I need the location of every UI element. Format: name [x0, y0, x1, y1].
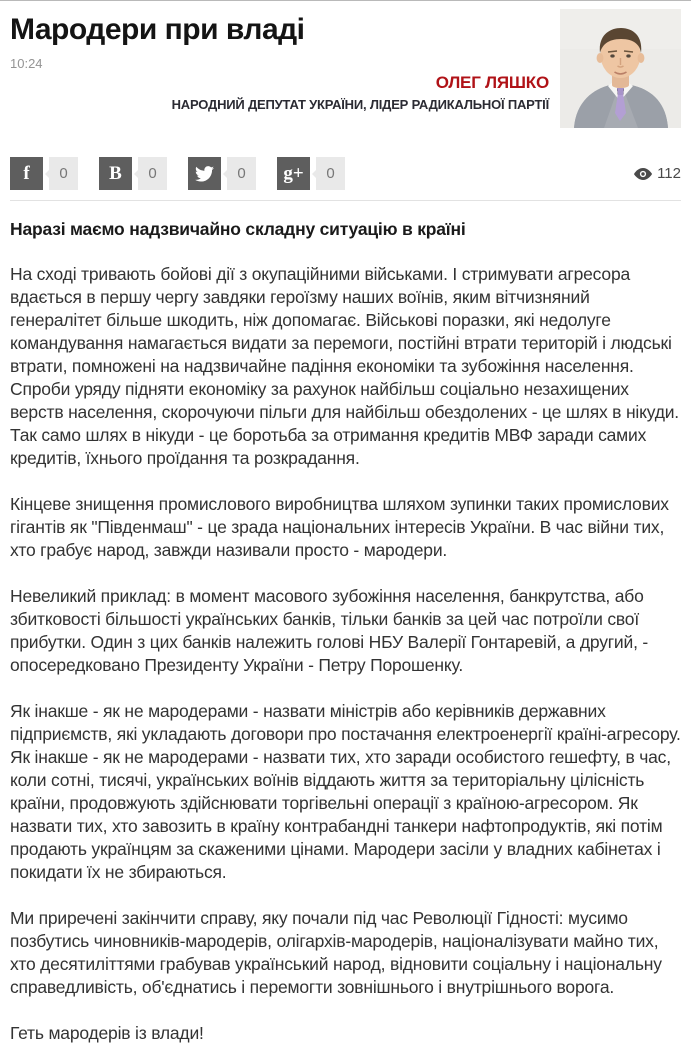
publish-time: 10:24 — [10, 56, 43, 71]
vkontakte-share-count[interactable]: 0 — [138, 157, 167, 190]
page-title: Мародери при владі — [10, 13, 305, 46]
article-header — [10, 1, 681, 141]
article-paragraph: На сході тривають бойові дії з окупаційними військами. І стримувати агресора вдається в першу чергу завдяки героїзму наших воїнів, яким вітчизняний генералітет більше шкодить, ніж допомагає. Військові поразки, які недолуге командування намагається видати за перемоги, постійні втрати територій і людські втрати, помножені на надзвичайне падіння економіки та зубожіння населення. Спроби уряду підняти економіку за рахунок найбільш соціально незахищених верств населення, скорочуючи пільги для найбільш обездолених - це шлях в нікуди. Так само шлях в нікуди - це боротьба за отримання кредитів МВФ заради самих кредитів, їхнього проїдання та розкрадання. — [10, 264, 679, 468]
author-photo[interactable] — [560, 9, 681, 128]
article-paragraph: Кінцеве знищення промислового виробництва шляхом зупинки таких промислових гігантів як "Південмаш" - це зрада національних інтересів України. В час війни тих, хто грабує народ, завжди називали просто - мародери. — [10, 494, 669, 560]
facebook-share-count[interactable]: 0 — [49, 157, 78, 190]
twitter-share-button[interactable] — [188, 157, 221, 190]
views-counter — [634, 165, 681, 182]
article-lead: Наразі маємо надзвичайно складну ситуацію в країні — [10, 219, 466, 239]
eye-icon — [634, 168, 652, 180]
views-count: 112 — [657, 165, 681, 182]
google-plus-icon: g+ — [283, 162, 304, 184]
google-plus-share-button[interactable] — [277, 157, 310, 190]
twitter-bird-icon — [195, 166, 214, 182]
article-page — [0, 1, 691, 1045]
facebook-share-button[interactable] — [10, 157, 43, 190]
vkontakte-share-button[interactable] — [99, 157, 132, 190]
article-paragraph: Невеликий приклад: в момент масового зубожіння населення, банкрутства, або збитковості більшості українських банків, тільки банків за цей час потроїли свої прибутки. Один з цих банків належить голові НБУ Валерії Гонтаревій, а другий, - опосередковано Президенту України - Петру Порошенку. — [10, 586, 649, 675]
share-group-twitter — [188, 157, 256, 190]
article-paragraph: Як інакше - як не мародерами - назвати міністрів або керівників державних підприємств, які укладають договори про постачання електроенергії країні-агресору. Як інакше - як не мародерами - назвати тих, хто заради особистого гешефту, в час, коли сотні, тисячі, українських воїнів віддають життя за територіальну цілісність країни, продовжують здійснювати торгівельні операції з країною-агресором. Як назвати тих, хто завозить в країну контрабандні танкери нафтопродуктів, які потім продають українцям за скаженими цінами. Мародери засіли у владних кабінетах і покидати їх не збираються. — [10, 701, 681, 882]
article-paragraph: Ми приречені закінчити справу, яку почали під час Революції Гідності: мусимо позбутись чиновників-мародерів, олігархів-мародерів, націоналізувати майно тих, хто десятиліттями грабував український народ, відновити соціальну і національну справедливість, об'єднатись і перемогти зовнішнього і внутрішнього ворога. — [10, 908, 662, 997]
share-group-facebook — [10, 157, 78, 190]
share-bar — [10, 157, 681, 190]
author-name-link[interactable]: ОЛЕГ ЛЯШКО — [435, 73, 549, 92]
google-plus-share-count[interactable]: 0 — [316, 157, 345, 190]
article-paragraph: Геть мародерів із влади! — [10, 1023, 204, 1043]
author-portrait-illustration — [560, 9, 681, 128]
share-group-google-plus — [277, 157, 345, 190]
facebook-icon: f — [23, 162, 30, 184]
share-group-vkontakte — [99, 157, 167, 190]
author-block — [172, 73, 549, 112]
article-body — [10, 201, 681, 1045]
twitter-share-count[interactable]: 0 — [227, 157, 256, 190]
author-role: НАРОДНИЙ ДЕПУТАТ УКРАЇНИ, ЛІДЕР РАДИКАЛЬНОЇ ПАРТІЇ — [171, 97, 549, 112]
vkontakte-icon: В — [109, 162, 122, 184]
